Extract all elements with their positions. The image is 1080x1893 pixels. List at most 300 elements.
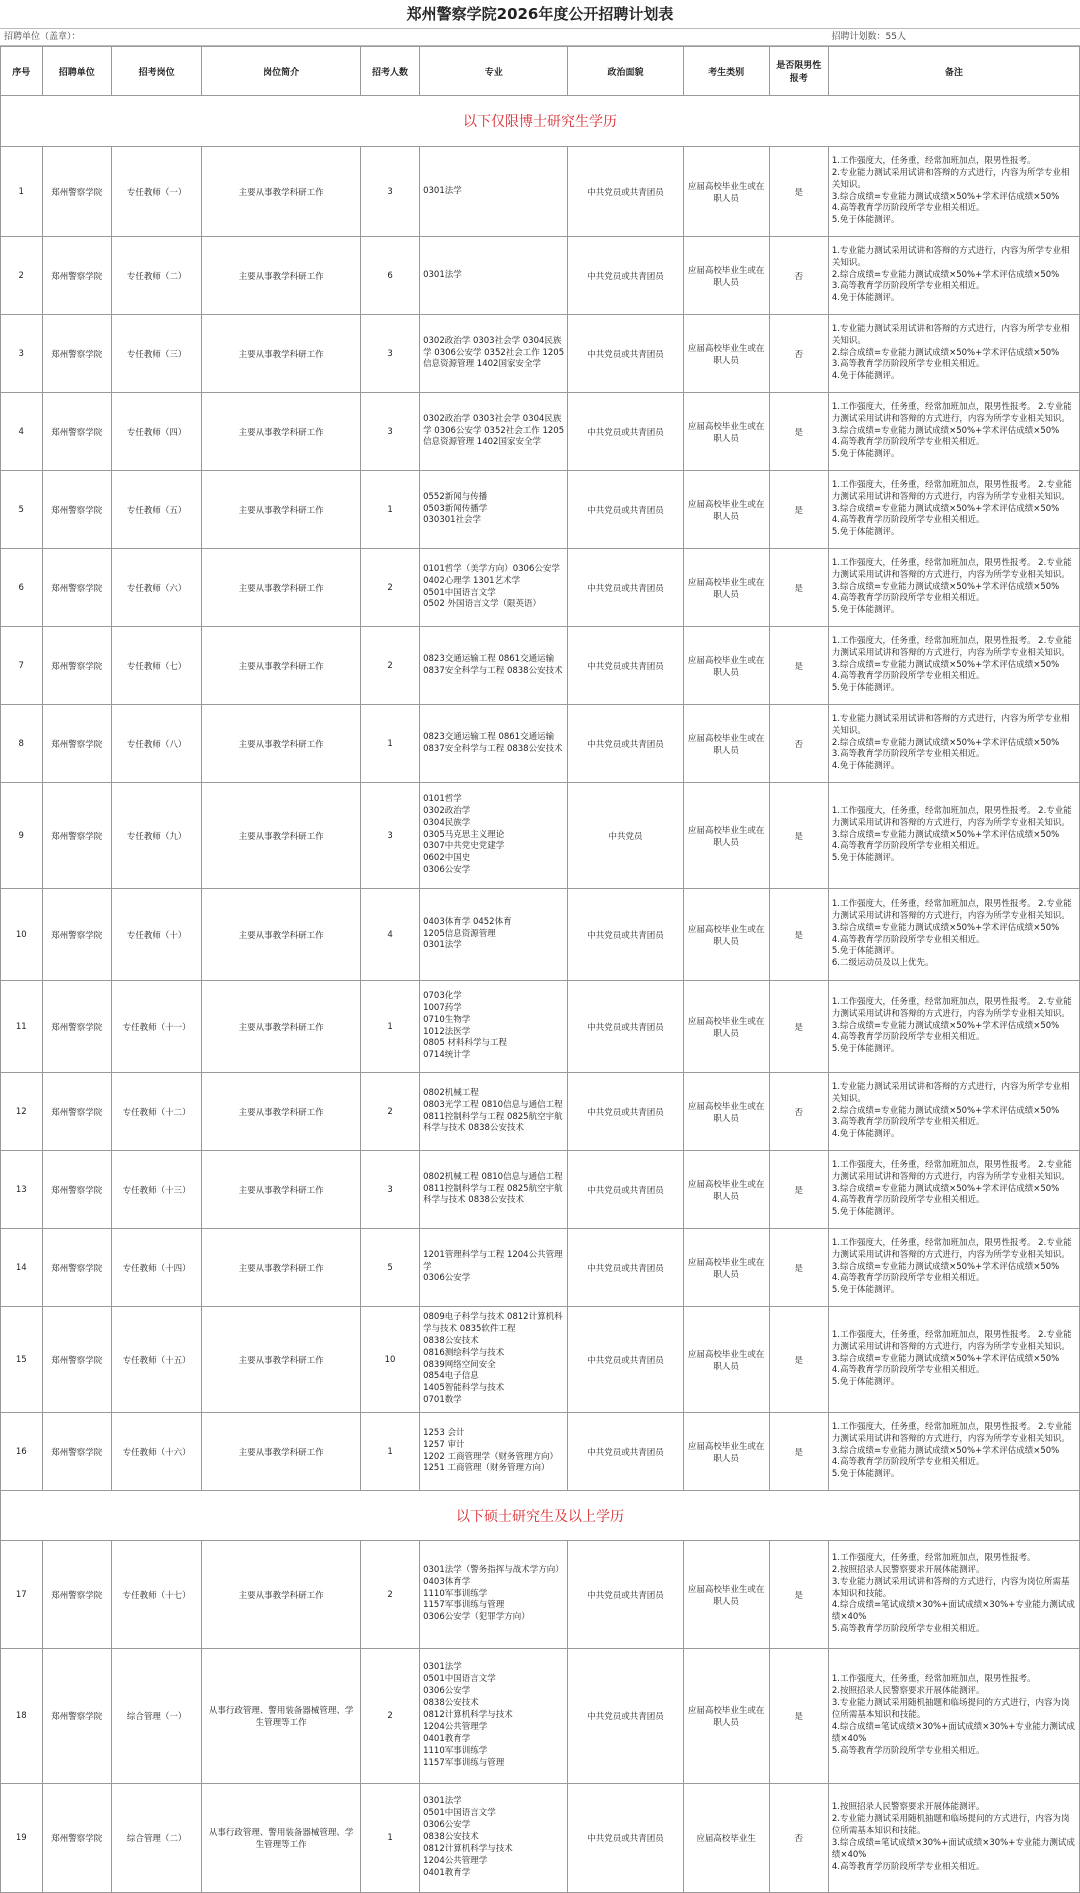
cell-male-only: 是: [769, 471, 828, 549]
cell-male-only: 否: [769, 1073, 828, 1151]
cell-category: 应届高校毕业生或在职人员: [683, 627, 769, 705]
major-line: 1007药学: [423, 1002, 462, 1013]
cell-politics: 中共党员或共青团员: [568, 237, 683, 315]
major-line: 0502 外国语言文学（限英语）: [423, 599, 541, 610]
table-row: [1, 1413, 1080, 1491]
note-line: 3.综合成绩=笔试成绩×30%+面试成绩×30%+专业能力测试成绩×40%: [831, 1838, 1075, 1860]
cell-no: 9: [1, 783, 43, 889]
cell-unit: 郑州警察学院: [42, 393, 112, 471]
header-major: 专业: [420, 47, 568, 96]
note-line: 2.按照招录人民警察要求开展体能测评。: [831, 1686, 985, 1697]
cell-count: 1: [360, 705, 419, 783]
major-line: 0701数学: [423, 1395, 462, 1406]
major-line: 1201管理科学与工程 1204公共管理学: [423, 1249, 563, 1272]
cell-unit: 郑州警察学院: [42, 147, 112, 237]
note-line: 3.综合成绩=专业能力测试成绩×50%+学术评估成绩×50%: [831, 1445, 1060, 1456]
cell-no: 1: [1, 147, 43, 237]
cell-count: 3: [360, 393, 419, 471]
note-line: 5.免于体能测评。: [831, 527, 900, 538]
cell-no: 6: [1, 549, 43, 627]
major-line: 0302政治学: [423, 805, 471, 816]
major-line: 0305马克思主义理论: [423, 829, 505, 840]
cell-intro: 主要从事教学科研工作: [202, 471, 361, 549]
cell-count: 4: [360, 889, 419, 981]
major-line: 0816测绘科学与技术: [423, 1347, 505, 1358]
cell-major: [420, 315, 568, 393]
cell-post: 专任教师（八）: [112, 705, 202, 783]
cell-notes: [828, 1151, 1079, 1229]
table-row: [1, 783, 1080, 889]
cell-major: [420, 627, 568, 705]
note-line: 4.高等教育学历阶段所学专业相关相近。: [831, 593, 985, 604]
table-row: [1, 315, 1080, 393]
cell-notes: [828, 1307, 1079, 1413]
cell-unit: 郑州警察学院: [42, 1307, 112, 1413]
header-notes: 备注: [828, 47, 1079, 96]
cell-politics: 中共党员或共青团员: [568, 1541, 683, 1649]
cell-post: 专任教师（十五）: [112, 1307, 202, 1413]
page-title: 郑州警察学院2026年度公开招聘计划表: [0, 0, 1080, 29]
cell-count: 3: [360, 783, 419, 889]
cell-intro: 主要从事教学科研工作: [202, 627, 361, 705]
table-row: [1, 627, 1080, 705]
cell-post: 专任教师（十）: [112, 889, 202, 981]
cell-intro: 主要从事教学科研工作: [202, 783, 361, 889]
major-line: 0101哲学（美学方向）0306公安学: [423, 563, 560, 574]
cell-notes: [828, 1784, 1079, 1893]
note-line: 3.高等教育学历阶段所学专业相关相近。: [831, 281, 985, 292]
cell-male-only: 是: [769, 1649, 828, 1784]
cell-politics: 中共党员或共青团员: [568, 1307, 683, 1413]
cell-male-only: 是: [769, 393, 828, 471]
note-line: 5.免于体能测评。: [831, 449, 900, 460]
table-row: [1, 1229, 1080, 1307]
cell-category: 应届高校毕业生或在职人员: [683, 1229, 769, 1307]
note-line: 1.工作强度大，任务重，经常加班加点，限男性报考。: [831, 1674, 1036, 1685]
major-line: 0402心理学 1301艺术学: [423, 575, 521, 586]
cell-major: [420, 1784, 568, 1893]
note-line: 4.高等教育学历阶段所学专业相关相近。: [831, 1365, 985, 1376]
note-line: 4.高等教育学历阶段所学专业相关相近。: [831, 515, 985, 526]
note-line: 5.免于体能测评。: [831, 683, 900, 694]
cell-intro: 主要从事教学科研工作: [202, 147, 361, 237]
major-line: 1012法医学: [423, 1026, 471, 1037]
cell-notes: [828, 1073, 1079, 1151]
major-line: 0306公安学: [423, 1273, 471, 1284]
cell-category: 应届高校毕业生或在职人员: [683, 889, 769, 981]
major-line: 0838公安技术: [423, 1335, 479, 1346]
major-line: 0854电子信息: [423, 1371, 479, 1382]
major-line: 1110军事训练学: [423, 1588, 488, 1599]
cell-no: 10: [1, 889, 43, 981]
major-line: 0805 材料科学与工程: [423, 1038, 507, 1049]
note-line: 1.工作强度大，任务重，经常加班加点，限男性报考。 2.专业能力测试采用试讲和答辩的方式进行，内容为所学专业相关知识。: [831, 1237, 1072, 1260]
cell-unit: 郑州警察学院: [42, 471, 112, 549]
cell-notes: [828, 315, 1079, 393]
note-line: 4.综合成绩=笔试成绩×30%+面试成绩×30%+专业能力测试成绩×40%: [831, 1600, 1075, 1623]
table-row: [1, 1541, 1080, 1649]
header-category: 考生类别: [683, 47, 769, 96]
major-line: 0812计算机科学与技术: [423, 1710, 513, 1721]
cell-intro: 主要从事教学科研工作: [202, 1151, 361, 1229]
note-line: 4.高等教育学历阶段所学专业相关相近。: [831, 934, 985, 945]
major-line: 0710生物学: [423, 1014, 471, 1025]
cell-no: 17: [1, 1541, 43, 1649]
cell-male-only: 是: [769, 1151, 828, 1229]
cell-no: 5: [1, 471, 43, 549]
note-line: 1.工作强度大，任务重，经常加班加点，限男性报考。 2.专业能力测试采用试讲和答辩的方式进行，内容为所学专业相关知识。: [831, 557, 1072, 580]
cell-count: 10: [360, 1307, 419, 1413]
note-line: 4.高等教育学历阶段所学专业相关相近。: [831, 203, 985, 214]
cell-major: [420, 981, 568, 1073]
table-row: [1, 981, 1080, 1073]
note-line: 3.综合成绩=专业能力测试成绩×50%+学术评估成绩×50%: [831, 922, 1060, 933]
cell-notes: [828, 627, 1079, 705]
cell-category: 应届高校毕业生或在职人员: [683, 1307, 769, 1413]
note-line: 4.免于体能测评。: [831, 761, 900, 772]
cell-count: 3: [360, 1151, 419, 1229]
cell-post: 专任教师（十二）: [112, 1073, 202, 1151]
section-row: [1, 1491, 1080, 1541]
note-line: 3.综合成绩=专业能力测试成绩×50%+学术评估成绩×50%: [831, 1353, 1060, 1364]
note-line: 3.综合成绩=专业能力测试成绩×50%+学术评估成绩×50%: [831, 425, 1060, 436]
cell-male-only: 是: [769, 627, 828, 705]
note-line: 1.工作强度大，任务重，经常加班加点，限男性报考。 2.专业能力测试采用试讲和答辩的方式进行，内容为所学专业相关知识。: [831, 635, 1072, 658]
major-line: 1251 工商管理（财务管理方向）: [423, 1463, 550, 1474]
cell-count: 1: [360, 981, 419, 1073]
note-line: 1.专业能力测试采用试讲和答辩的方式进行，内容为所学专业相关知识。: [831, 323, 1070, 346]
cell-politics: 中共党员或共青团员: [568, 1073, 683, 1151]
cell-post: 专任教师（十四）: [112, 1229, 202, 1307]
cell-count: 2: [360, 1541, 419, 1649]
cell-unit: 郑州警察学院: [42, 315, 112, 393]
cell-major: [420, 1541, 568, 1649]
note-line: 1.工作强度大，任务重，经常加班加点，限男性报考。 2.专业能力测试采用试讲和答辩的方式进行，内容为所学专业相关知识。: [831, 479, 1072, 502]
cell-count: 1: [360, 471, 419, 549]
cell-count: 2: [360, 1649, 419, 1784]
major-line: 0803光学工程 0810信息与通信工程 0811控制科学与工程 0825航空宇航科学与技术 0838公安技术: [423, 1099, 563, 1134]
cell-no: 8: [1, 705, 43, 783]
major-line: 0307中共党史党建学: [423, 841, 505, 852]
cell-notes: [828, 237, 1079, 315]
header-unit: 招聘单位: [42, 47, 112, 96]
table-row: [1, 147, 1080, 237]
header-count: 招考人数: [360, 47, 419, 96]
major-line: 0823交通运输工程 0861交通运输 0837安全科学与工程 0838公安技术: [423, 731, 563, 754]
major-line: 1157军事训练与管理: [423, 1600, 505, 1611]
note-line: 2.综合成绩=专业能力测试成绩×50%+学术评估成绩×50%: [831, 1105, 1060, 1116]
note-line: 3.综合成绩=专业能力测试成绩×50%+学术评估成绩×50%: [831, 191, 1060, 202]
cell-politics: 中共党员或共青团员: [568, 1413, 683, 1491]
major-line: 0838公安技术: [423, 1832, 479, 1843]
note-line: 3.高等教育学历阶段所学专业相关相近。: [831, 749, 985, 760]
cell-notes: [828, 147, 1079, 237]
cell-major: [420, 1649, 568, 1784]
cell-unit: 郑州警察学院: [42, 705, 112, 783]
note-line: 3.综合成绩=专业能力测试成绩×50%+学术评估成绩×50%: [831, 659, 1060, 670]
note-line: 4.免于体能测评。: [831, 293, 900, 304]
major-line: 0501中国语言文学: [423, 1674, 496, 1685]
cell-unit: 郑州警察学院: [42, 1151, 112, 1229]
cell-unit: 郑州警察学院: [42, 889, 112, 981]
note-line: 1.工作强度大，任务重，经常加班加点，限男性报考。 2.专业能力测试采用试讲和答辩的方式进行，内容为所学专业相关知识。: [831, 996, 1072, 1019]
cell-politics: 中共党员或共青团员: [568, 1229, 683, 1307]
major-line: 1202 工商管理学（财务管理方向）: [423, 1451, 558, 1462]
cell-count: 1: [360, 1413, 419, 1491]
cell-major: [420, 1073, 568, 1151]
major-line: 1204公共管理学: [423, 1855, 488, 1866]
cell-intro: 主要从事教学科研工作: [202, 315, 361, 393]
major-line: 1205信息资源管理: [423, 928, 496, 939]
table-row: [1, 471, 1080, 549]
note-line: 3.专业能力测试采用随机抽题和临场提问的方式进行，内容为岗位所需基本知识和技能。: [831, 1698, 1070, 1721]
cell-intro: 主要从事教学科研工作: [202, 549, 361, 627]
major-line: 0301法学: [423, 1662, 462, 1673]
cell-unit: 郑州警察学院: [42, 981, 112, 1073]
note-line: 1.工作强度大，任务重，经常加班加点，限男性报考。 2.专业能力测试采用试讲和答辩的方式进行，内容为所学专业相关知识。: [831, 898, 1072, 921]
note-line: 1.工作强度大，任务重，经常加班加点，限男性报考。 2.专业能力测试采用试讲和答辩的方式进行，内容为所学专业相关知识。: [831, 1329, 1072, 1352]
note-line: 1.工作强度大，任务重，经常加班加点，限男性报考。 2.专业能力测试采用试讲和答辩的方式进行，内容为所学专业相关知识。: [831, 1159, 1072, 1182]
table-row: [1, 889, 1080, 981]
major-line: 0602中国史: [423, 853, 471, 864]
cell-male-only: 是: [769, 549, 828, 627]
table-row: [1, 393, 1080, 471]
note-line: 2.按照招录人民警察要求开展体能测评。: [831, 1564, 985, 1575]
cell-category: 应届高校毕业生或在职人员: [683, 1649, 769, 1784]
header-post: 招考岗位: [112, 47, 202, 96]
cell-politics: 中共党员或共青团员: [568, 471, 683, 549]
note-line: 4.高等教育学历阶段所学专业相关相近。: [831, 1032, 985, 1043]
note-line: 3.综合成绩=专业能力测试成绩×50%+学术评估成绩×50%: [831, 581, 1060, 592]
cell-major: [420, 549, 568, 627]
cell-intro: 主要从事教学科研工作: [202, 1541, 361, 1649]
section-row: [1, 96, 1080, 147]
cell-politics: 中共党员或共青团员: [568, 981, 683, 1073]
cell-intro: 主要从事教学科研工作: [202, 237, 361, 315]
plan-count: 招聘计划数：55人: [831, 32, 906, 42]
cell-intro: 从事行政管理、警用装备器械管理、学生管理等工作: [202, 1649, 361, 1784]
note-line: 5.免于体能测评。: [831, 605, 900, 616]
major-line: 0304民族学: [423, 817, 471, 828]
cell-major: [420, 1151, 568, 1229]
cell-male-only: 是: [769, 1541, 828, 1649]
cell-no: 16: [1, 1413, 43, 1491]
note-line: 3.高等教育学历阶段所学专业相关相近。: [831, 359, 985, 370]
major-line: 1157军事训练与管理: [423, 1757, 505, 1768]
note-line: 4.高等教育学历阶段所学专业相关相近。: [831, 437, 985, 448]
cell-post: 专任教师（四）: [112, 393, 202, 471]
note-line: 5.高等教育学历阶段所学专业相关相近。: [831, 1745, 985, 1756]
meta-bar: [0, 29, 1080, 46]
major-line: 0838公安技术: [423, 1698, 479, 1709]
note-line: 5.免于体能测评。: [831, 1469, 900, 1480]
table-body: [1, 96, 1080, 1893]
recruitment-table: [0, 46, 1080, 1893]
note-line: 4.高等教育学历阶段所学专业相关相近。: [831, 1195, 985, 1206]
cell-notes: [828, 1541, 1079, 1649]
cell-no: 4: [1, 393, 43, 471]
note-line: 4.高等教育学历阶段所学专业相关相近。: [831, 671, 985, 682]
note-line: 5.高等教育学历阶段所学专业相关相近。: [831, 1624, 985, 1635]
section-title: 以下硕士研究生及以上学历: [1, 1491, 1080, 1541]
major-line: 0302政治学 0303社会学 0304民族学 0306公安学 0352社会工作 1205信息资源管理 1402国家安全学: [423, 413, 565, 448]
note-line: 1.工作强度大，任务重，经常加班加点，限男性报考。 2.专业能力测试采用试讲和答辩的方式进行，内容为所学专业相关知识。: [831, 401, 1072, 424]
cell-category: 应届高校毕业生或在职人员: [683, 1073, 769, 1151]
cell-notes: [828, 393, 1079, 471]
note-line: 1.工作强度大，任务重，经常加班加点，限男性报考。: [831, 1552, 1036, 1563]
cell-intro: 主要从事教学科研工作: [202, 1307, 361, 1413]
major-line: 0501中国语言文学: [423, 1808, 496, 1819]
cell-intro: 主要从事教学科研工作: [202, 1073, 361, 1151]
cell-category: 应届高校毕业生或在职人员: [683, 315, 769, 393]
cell-unit: 郑州警察学院: [42, 627, 112, 705]
major-line: 0401教育学: [423, 1733, 471, 1744]
table-row: [1, 549, 1080, 627]
cell-count: 3: [360, 147, 419, 237]
cell-politics: 中共党员或共青团员: [568, 1649, 683, 1784]
cell-unit: 郑州警察学院: [42, 549, 112, 627]
cell-post: 专任教师（十三）: [112, 1151, 202, 1229]
cell-unit: 郑州警察学院: [42, 237, 112, 315]
note-line: 1.工作强度大，任务重，经常加班加点，限男性报考。: [831, 155, 1036, 166]
major-line: 0503新闻传播学: [423, 503, 488, 514]
note-line: 4.高等教育学历阶段所学专业相关相近。: [831, 1861, 985, 1872]
cell-category: 应届高校毕业生: [683, 1784, 769, 1893]
cell-major: [420, 1229, 568, 1307]
cell-category: 应届高校毕业生或在职人员: [683, 1541, 769, 1649]
note-line: 2.专业能力测试采用试讲和答辩的方式进行，内容为所学专业相关知识。: [831, 167, 1070, 190]
cell-notes: [828, 981, 1079, 1073]
cell-unit: 郑州警察学院: [42, 1229, 112, 1307]
major-line: 0306公安学（犯罪学方向）: [423, 1612, 530, 1623]
cell-category: 应届高校毕业生或在职人员: [683, 237, 769, 315]
cell-major: [420, 889, 568, 981]
note-line: 5.免于体能测评。: [831, 1377, 900, 1388]
note-line: 1.工作强度大，任务重，经常加班加点，限男性报考。 2.专业能力测试采用试讲和答辩的方式进行，内容为所学专业相关知识。: [831, 805, 1072, 828]
cell-male-only: 是: [769, 1307, 828, 1413]
cell-male-only: 是: [769, 981, 828, 1073]
cell-count: 5: [360, 1229, 419, 1307]
cell-major: [420, 393, 568, 471]
note-line: 3.综合成绩=专业能力测试成绩×50%+学术评估成绩×50%: [831, 1020, 1060, 1031]
note-line: 5.免于体能测评。: [831, 1207, 900, 1218]
cell-male-only: 否: [769, 237, 828, 315]
major-line: 0703化学: [423, 990, 462, 1001]
cell-unit: 郑州警察学院: [42, 783, 112, 889]
note-line: 5.免于体能测评。: [831, 853, 900, 864]
major-line: 1204公共管理学: [423, 1721, 488, 1732]
note-line: 3.高等教育学历阶段所学专业相关相近。: [831, 1117, 985, 1128]
major-line: 0301法学: [423, 185, 462, 196]
major-line: 0501中国语言文学: [423, 587, 496, 598]
note-line: 3.综合成绩=专业能力测试成绩×50%+学术评估成绩×50%: [831, 1261, 1060, 1272]
cell-major: [420, 1413, 568, 1491]
cell-male-only: 是: [769, 147, 828, 237]
major-line: 0306公安学: [423, 865, 471, 876]
table-row: [1, 1151, 1080, 1229]
major-line: 0301法学: [423, 940, 462, 951]
cell-post: 专任教师（五）: [112, 471, 202, 549]
note-line: 4.免于体能测评。: [831, 371, 900, 382]
table-row: [1, 1784, 1080, 1893]
cell-intro: 主要从事教学科研工作: [202, 1229, 361, 1307]
cell-major: [420, 783, 568, 889]
cell-male-only: 是: [769, 783, 828, 889]
cell-no: 3: [1, 315, 43, 393]
note-line: 5.免于体能测评。: [831, 1044, 900, 1055]
major-line: 1257 审计: [423, 1439, 465, 1450]
note-line: 6.二级运动员及以上优先。: [831, 958, 934, 969]
table-row: [1, 237, 1080, 315]
major-line: 0403体育学 0452体育: [423, 916, 512, 927]
major-line: 0823交通运输工程 0861交通运输 0837安全科学与工程 0838公安技术: [423, 653, 563, 676]
cell-notes: [828, 471, 1079, 549]
note-line: 2.综合成绩=专业能力测试成绩×50%+学术评估成绩×50%: [831, 269, 1060, 280]
cell-no: 12: [1, 1073, 43, 1151]
cell-post: 专任教师（十七）: [112, 1541, 202, 1649]
cell-no: 13: [1, 1151, 43, 1229]
cell-post: 专任教师（十一）: [112, 981, 202, 1073]
cell-no: 7: [1, 627, 43, 705]
cell-male-only: 是: [769, 889, 828, 981]
note-line: 2.综合成绩=专业能力测试成绩×50%+学术评估成绩×50%: [831, 347, 1060, 358]
major-line: 1405智能科学与技术: [423, 1383, 505, 1394]
cell-post: 专任教师（七）: [112, 627, 202, 705]
cell-notes: [828, 705, 1079, 783]
cell-notes: [828, 889, 1079, 981]
major-line: 0403体育学: [423, 1576, 471, 1587]
major-line: 1253 会计: [423, 1427, 465, 1438]
note-line: 5.免于体能测评。: [831, 946, 900, 957]
table-row: [1, 1073, 1080, 1151]
note-line: 1.专业能力测试采用试讲和答辩的方式进行，内容为所学专业相关知识。: [831, 713, 1070, 736]
major-line: 0839网络空间安全: [423, 1359, 496, 1370]
cell-intro: 主要从事教学科研工作: [202, 981, 361, 1073]
cell-notes: [828, 1229, 1079, 1307]
note-line: 1.按照招录人民警察要求开展体能测评。: [831, 1802, 985, 1813]
cell-category: 应届高校毕业生或在职人员: [683, 393, 769, 471]
note-line: 1.专业能力测试采用试讲和答辩的方式进行，内容为所学专业相关知识。: [831, 245, 1070, 268]
cell-post: 专任教师（九）: [112, 783, 202, 889]
cell-intro: 从事行政管理、警用装备器械管理、学生管理等工作: [202, 1784, 361, 1893]
cell-no: 15: [1, 1307, 43, 1413]
cell-post: 综合管理（二）: [112, 1784, 202, 1893]
cell-notes: [828, 783, 1079, 889]
note-line: 5.免于体能测评。: [831, 215, 900, 226]
cell-count: 3: [360, 315, 419, 393]
cell-category: 应届高校毕业生或在职人员: [683, 981, 769, 1073]
cell-politics: 中共党员或共青团员: [568, 1784, 683, 1893]
cell-intro: 主要从事教学科研工作: [202, 889, 361, 981]
note-line: 3.综合成绩=专业能力测试成绩×50%+学术评估成绩×50%: [831, 503, 1060, 514]
cell-politics: 中共党员: [568, 783, 683, 889]
note-line: 2.专业能力测试采用随机抽题和临场提问的方式进行，内容为岗位所需基本知识和技能。: [831, 1814, 1070, 1837]
cell-politics: 中共党员或共青团员: [568, 705, 683, 783]
note-line: 4.高等教育学历阶段所学专业相关相近。: [831, 1273, 985, 1284]
cell-no: 19: [1, 1784, 43, 1893]
cell-category: 应届高校毕业生或在职人员: [683, 1413, 769, 1491]
cell-no: 14: [1, 1229, 43, 1307]
cell-category: 应届高校毕业生或在职人员: [683, 783, 769, 889]
major-line: 0809电子科学与技术 0812计算机科学与技术 0835软件工程: [423, 1311, 563, 1334]
cell-category: 应届高校毕业生或在职人员: [683, 471, 769, 549]
cell-intro: 主要从事教学科研工作: [202, 1413, 361, 1491]
cell-politics: 中共党员或共青团员: [568, 147, 683, 237]
note-line: 4.高等教育学历阶段所学专业相关相近。: [831, 1457, 985, 1468]
cell-unit: 郑州警察学院: [42, 1413, 112, 1491]
major-line: 0302政治学 0303社会学 0304民族学 0306公安学 0352社会工作 1205信息资源管理 1402国家安全学: [423, 335, 565, 370]
header-row: [1, 47, 1080, 96]
